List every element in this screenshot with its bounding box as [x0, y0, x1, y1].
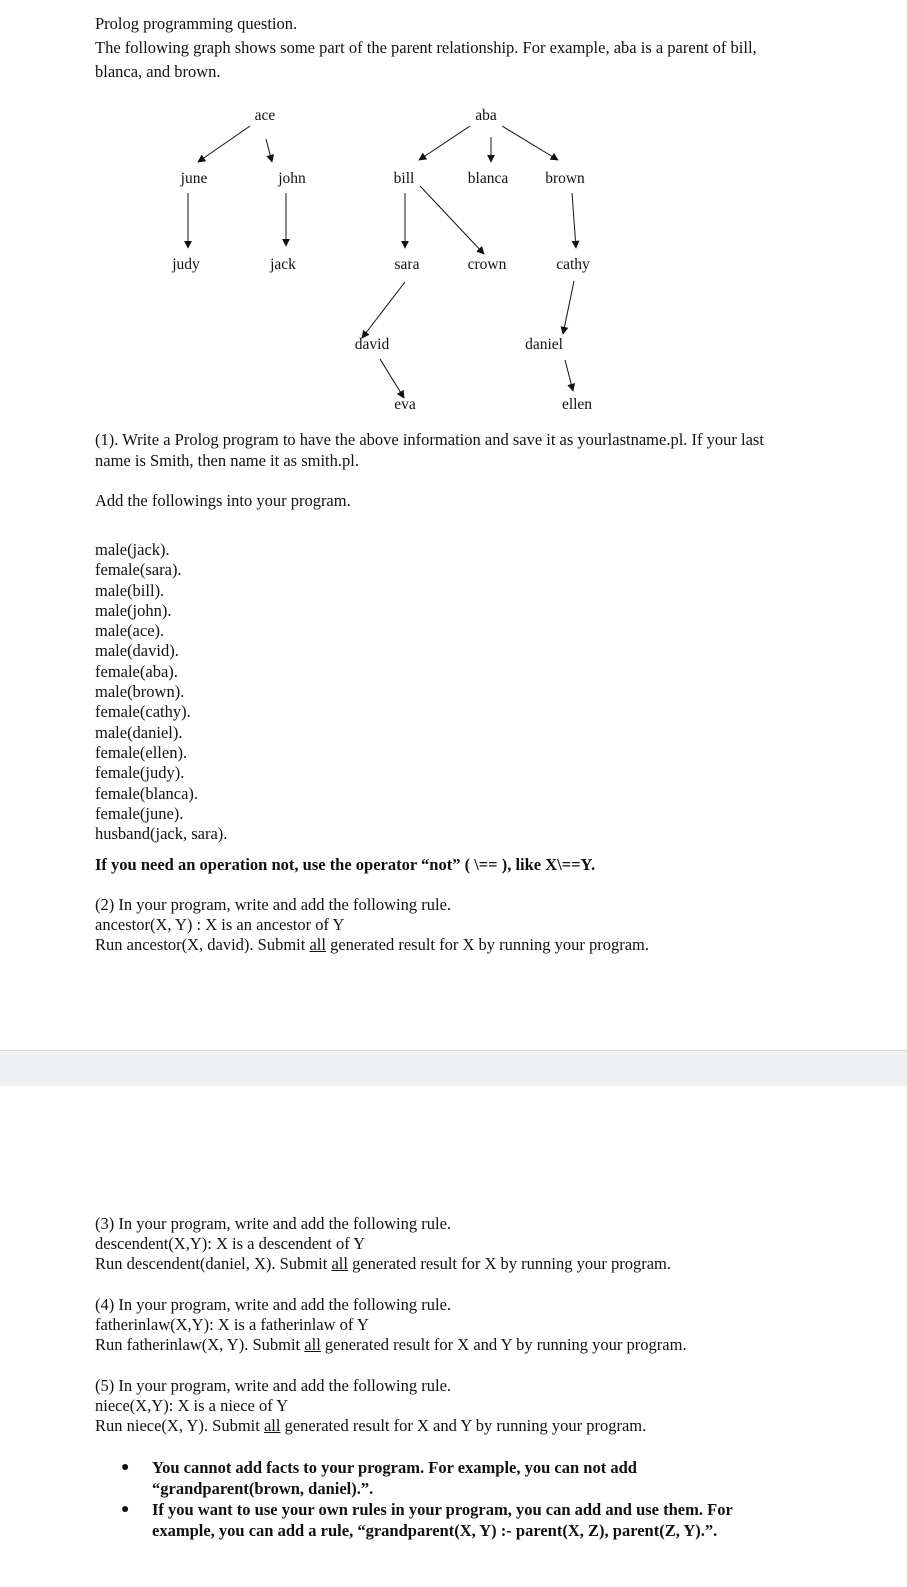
graph-node-blanca: blanca [467, 170, 509, 187]
q3-text-line-2: descendent(X,Y): X is a descendent of Y [95, 1234, 366, 1253]
fact-line: female(june). [95, 803, 184, 823]
q2-run-all: all [309, 935, 326, 954]
document-page-2 [0, 1086, 907, 1587]
fact-line: female(sara). [95, 560, 182, 580]
q3-run-post: generated result for X by running your program. [347, 1254, 671, 1273]
q2-text-line-2: ancestor(X, Y) : X is an ancestor of Y [95, 915, 345, 934]
q2-run-post: generated result for X by running your program. [325, 935, 649, 954]
intro-text-line-1: The following graph shows some part of the parent relationship. For example, aba is a parent of bill, [95, 38, 757, 57]
fact-line: male(jack). [95, 540, 170, 559]
bullet-2-line-1: If you want to use your own rules in your program, you can add and use them. For [152, 1500, 733, 1519]
bullet-1-line-1: You cannot add facts to your program. For example, you can not add [152, 1458, 637, 1477]
fact-line: female(blanca). [95, 783, 199, 803]
fact-line: male(daniel). [95, 722, 183, 742]
graph-edges [188, 126, 576, 398]
q3-run-text [95, 1254, 671, 1274]
q5-run-post: generated result for X and Y by running your program. [280, 1416, 647, 1435]
edge-brown-to-cathy [572, 193, 576, 248]
fact-line: female(aba). [95, 661, 178, 681]
q1-text-line-2: name is Smith, then name it as smith.pl. [95, 451, 359, 470]
q5-text-line-1: (5) In your program, write and add the following rule. [95, 1376, 452, 1395]
graph-node-cathy: cathy [556, 256, 590, 273]
edge-ace-to-june [198, 126, 250, 162]
q4-text-line-1: (4) In your program, write and add the following rule. [95, 1295, 452, 1314]
fact-line: female(judy). [95, 763, 185, 783]
q3-text-line-1: (3) In your program, write and add the following rule. [95, 1214, 452, 1233]
graph-node-crown: crown [467, 256, 507, 273]
bullet-2-line-2: example, you can add a rule, “grandparent(X, Y) :- parent(X, Z), parent(Z, Y).”. [152, 1521, 718, 1540]
facts-list [95, 540, 227, 844]
q3-run-pre: Run descendent(daniel, X). Submit [95, 1254, 332, 1273]
fact-line: female(ellen). [95, 742, 188, 762]
graph-node-ellen: ellen [561, 396, 593, 413]
fact-line: male(brown). [95, 682, 185, 702]
q3-run-all: all [331, 1254, 348, 1273]
q2-run-pre: Run ancestor(X, david). Submit [95, 935, 310, 954]
bullet-1-line-2: “grandparent(brown, daniel).”. [152, 1479, 374, 1498]
q5-text-line-2: niece(X,Y): X is a niece of Y [95, 1396, 289, 1415]
q5-run-all: all [263, 1416, 281, 1435]
graph-nodes [171, 107, 592, 413]
graph-node-sara: sara [394, 256, 420, 273]
question-title: Prolog programming question. [95, 14, 298, 33]
graph-node-aba: aba [475, 107, 497, 124]
graph-node-judy: judy [172, 256, 200, 273]
edge-bill-to-crown [420, 186, 484, 254]
edge-sara-to-david [362, 282, 405, 338]
edge-david-to-eva [380, 359, 404, 398]
graph-node-brown: brown [545, 170, 585, 187]
edge-ace-to-john [266, 139, 272, 162]
q2-text-line-1: (2) In your program, write and add the following rule. [95, 895, 452, 914]
q4-run-all: all [304, 1335, 321, 1354]
edge-aba-to-bill [419, 126, 470, 160]
q1-text-line-1: (1). Write a Prolog program to have the above information and save it as yourlastname.pl. If your last [95, 430, 764, 449]
graph-node-eva: eva [394, 396, 416, 413]
fact-line: husband(jack, sara). [95, 824, 228, 844]
bullet-icon: ● [121, 1460, 130, 1475]
bullet-icon: ● [121, 1502, 130, 1517]
edge-aba-to-brown [502, 126, 558, 160]
q5-run-text [95, 1416, 646, 1436]
graph-node-june: june [180, 170, 208, 187]
edge-cathy-to-daniel [563, 281, 574, 334]
add-followings-text: Add the followings into your program. [95, 491, 351, 510]
graph-node-jack: jack [270, 256, 296, 273]
page-separator [0, 1050, 907, 1087]
edge-daniel-to-ellen [565, 360, 573, 391]
graph-node-ace: ace [254, 107, 276, 124]
q2-run-text [95, 935, 649, 955]
parent-relationship-graph [0, 0, 907, 420]
q4-run-text [95, 1335, 687, 1355]
fact-line: male(bill). [95, 580, 165, 600]
q5-run-pre: Run niece(X, Y). Submit [95, 1416, 264, 1435]
not-operator-note: If you need an operation not, use the operator “not” ( \== ), like X\==Y. [95, 855, 596, 874]
graph-node-daniel: daniel [525, 336, 563, 353]
graph-node-david: david [354, 336, 390, 353]
intro-text-line-2: blanca, and brown. [95, 62, 221, 81]
q4-run-pre: Run fatherinlaw(X, Y). Submit [95, 1335, 305, 1354]
q4-text-line-2: fatherinlaw(X,Y): X is a fatherinlaw of Y [95, 1315, 369, 1334]
graph-node-bill: bill [393, 170, 415, 187]
graph-node-john: john [278, 170, 306, 187]
q4-run-post: generated result for X and Y by running your program. [320, 1335, 687, 1354]
fact-line: female(cathy). [95, 702, 191, 722]
fact-line: male(john). [95, 600, 172, 620]
fact-line: male(david). [95, 641, 179, 661]
fact-line: male(ace). [95, 621, 165, 641]
